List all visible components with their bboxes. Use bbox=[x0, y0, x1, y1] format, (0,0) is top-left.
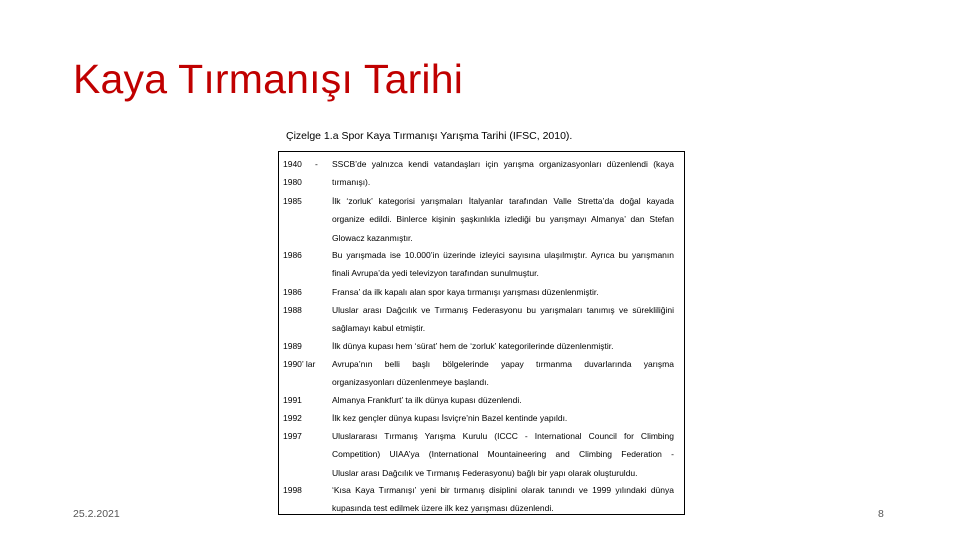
description-line: Uluslar arası Dağcılık ve Tırmanış Federasyonu bu yarışmaları tanımış ve sürekliliğini bbox=[332, 305, 674, 315]
year-cell: 1998 bbox=[283, 485, 302, 495]
table-caption: Çizelge 1.a Spor Kaya Tırmanışı Yarışma Tarihi (IFSC, 2010). bbox=[286, 130, 573, 142]
description-cell bbox=[332, 301, 674, 338]
description-cell bbox=[332, 391, 674, 409]
description-line: Avrupa’nın belli başlı bölgelerinde yapay tırmanma duvarlarında yarışma bbox=[332, 359, 674, 369]
description-line: organizasyonları düzenlenmeye başlandı. bbox=[332, 377, 489, 388]
year-cell: 1997 bbox=[283, 431, 302, 441]
description-line: SSCB’de yalnızca kendi vatandaşları için yarışma organizasyonları düzenlendi (kaya bbox=[332, 159, 674, 169]
description-line: sağlamayı kabul etmiştir. bbox=[332, 323, 426, 334]
slide-title: Kaya Tırmanışı Tarihi bbox=[73, 56, 464, 102]
description-line: İlk dünya kupası hem ‘sürat’ hem de ‘zorluk’ kategorilerinde düzenlenmiştir. bbox=[332, 341, 614, 351]
year-cell: 1992 bbox=[283, 413, 302, 423]
year-cell: 1986 bbox=[283, 287, 302, 297]
year-cell: 1985 bbox=[283, 196, 302, 206]
description-line: Fransa’ da ilk kapalı alan spor kaya tırmanışı yarışması düzenlenmiştir. bbox=[332, 287, 599, 297]
description-line: Uluslararası Tırmanış Yarışma Kurulu (ICCC - International Council for Climbing bbox=[332, 431, 674, 441]
description-line: Competition) UIAA’ya (International Mountaineering and Climbing Federation - bbox=[332, 449, 674, 460]
description-cell bbox=[332, 355, 674, 392]
description-line: organize edildi. Binlerce kişinin şaşkınlıkla izlediği bu yarışmayı Almanya’ dan Stefan bbox=[332, 214, 674, 225]
description-line: kupasında test edilmek üzere ilk kez yarışması düzenlendi. bbox=[332, 503, 554, 514]
description-cell bbox=[332, 337, 674, 355]
description-cell bbox=[332, 283, 674, 301]
year-range-dash: - bbox=[315, 159, 318, 169]
description-line: Uluslar arası Dağcılık ve Tırmanış Federasyonu) bağlı bir yapı olarak oluşturuldu. bbox=[332, 467, 638, 478]
description-line: İlk ‘zorluk’ kategorisi yarışmaları İtalyanlar tarafından Valle Stretta’da doğal kayada bbox=[332, 196, 674, 206]
year-cell: 1988 bbox=[283, 305, 302, 315]
description-cell bbox=[332, 481, 674, 518]
slide-number: 8 bbox=[878, 508, 884, 520]
description-cell bbox=[332, 427, 674, 482]
description-cell bbox=[332, 409, 674, 427]
description-line: İlk kez gençler dünya kupası İsviçre’nin Bazel kentinde yapıldı. bbox=[332, 413, 568, 423]
year-cell: 1940 bbox=[283, 159, 302, 169]
year-cell: 1990’ lar bbox=[283, 359, 316, 369]
description-line: finali Avrupa’da yedi televizyon tarafından sunulmuştur. bbox=[332, 268, 539, 279]
description-cell bbox=[332, 192, 674, 247]
description-line: ‘Kısa Kaya Tırmanışı’ yeni bir tırmanış disiplini olarak tanındı ve 1999 yılındaki dünya bbox=[332, 485, 674, 495]
history-table bbox=[278, 151, 685, 515]
description-line: Bu yarışmada ise 10.000’in üzerinde izleyici sayısına ulaşılmıştır. Ayrıca bu yarışmanın bbox=[332, 250, 674, 260]
year-cell: 1991 bbox=[283, 395, 302, 405]
description-cell bbox=[332, 155, 674, 192]
year-cell: 1986 bbox=[283, 250, 302, 260]
description-line: Almanya Frankfurt’ ta ilk dünya kupası düzenlendi. bbox=[332, 395, 522, 405]
slide-date: 25.2.2021 bbox=[73, 508, 120, 520]
description-cell bbox=[332, 246, 674, 283]
year-cell: 1989 bbox=[283, 341, 302, 351]
description-line: Glowacz kazanmıştır. bbox=[332, 232, 413, 243]
description-line: tırmanışı). bbox=[332, 177, 371, 188]
year-cell-end: 1980 bbox=[283, 177, 302, 188]
